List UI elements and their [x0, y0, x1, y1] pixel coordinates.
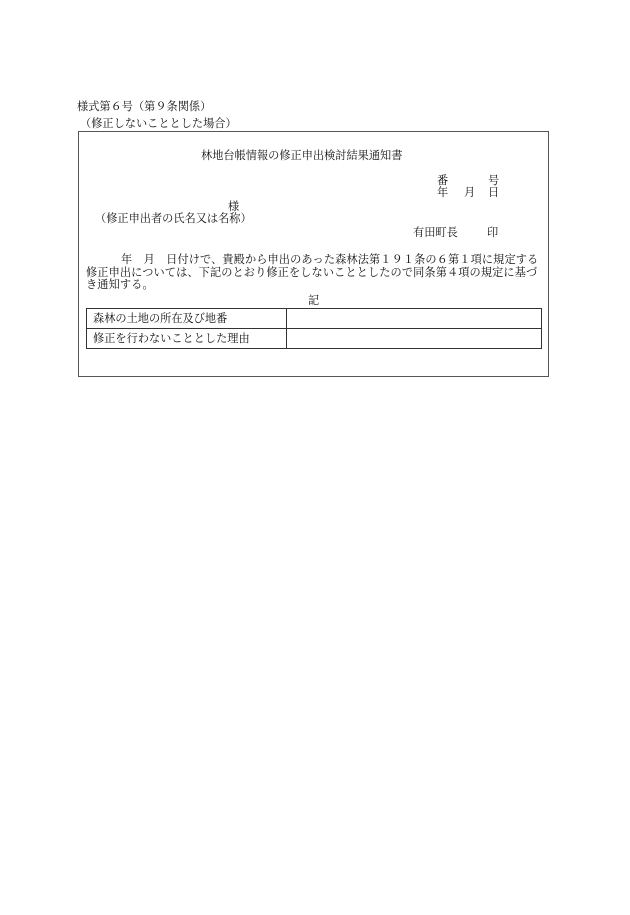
sender-name: 有田町長: [413, 226, 458, 239]
row-label-reason: 修正を行わないこととした理由: [87, 329, 287, 349]
seal-mark: 印: [487, 226, 499, 239]
row-label-location: 森林の土地の所在及び地番: [87, 309, 287, 329]
date-year: 年: [437, 186, 449, 199]
date-day: 日: [488, 186, 500, 199]
number-go: 号: [488, 174, 500, 187]
notice-body-text: 年 月 日付けで、貴殿から申出のあった森林法第１９１条の６第１項に規定する修正申出については、下記のとおり修正をしないこととしたので同条第４項の規定に基づき通知する。: [86, 253, 539, 292]
detail-table: [86, 308, 542, 349]
date-month: 月: [464, 186, 476, 199]
ki-heading: 記: [308, 294, 320, 307]
form-case-note: （修正しないこととした場合）: [80, 117, 237, 130]
table-row: [87, 329, 542, 349]
recipient-label: （修正申出者の氏名又は名称）: [95, 212, 252, 225]
number-ban: 番: [437, 174, 449, 187]
document-title: 林地台帳情報の修正申出検討結果通知書: [201, 149, 403, 162]
table-row: [87, 309, 542, 329]
row-value-reason: [287, 329, 542, 349]
form-number-label: 様式第６号（第９条関係）: [77, 100, 212, 113]
recipient-honorific: 様: [228, 200, 240, 213]
row-value-location: [287, 309, 542, 329]
